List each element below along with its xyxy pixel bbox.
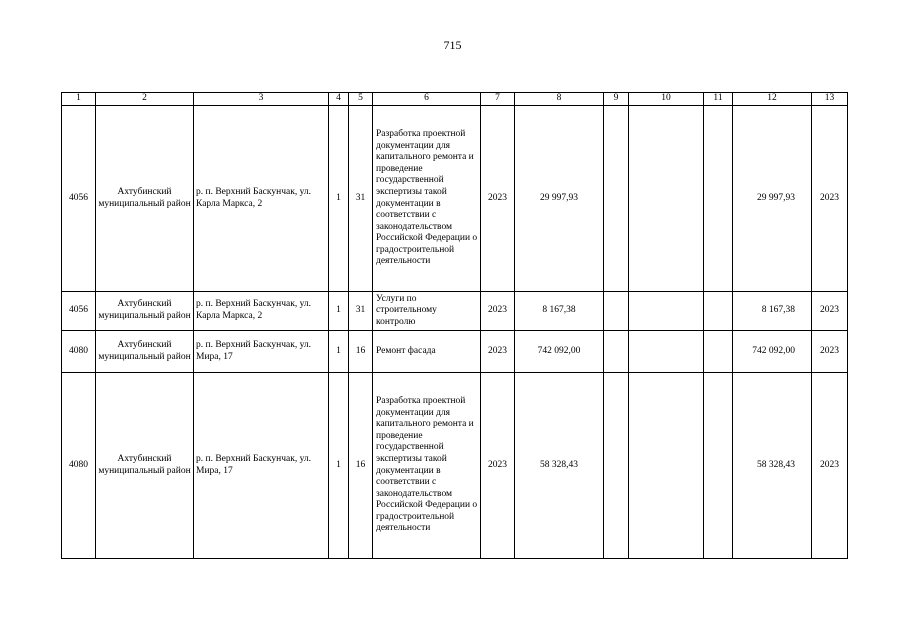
total-cost: 29 997,93 <box>515 106 604 292</box>
col-5-value: 16 <box>349 331 373 373</box>
municipality: Ахтубинский муниципальный район <box>96 292 194 331</box>
col-9-value <box>604 331 629 373</box>
funding-amount: 29 997,93 <box>733 106 812 292</box>
col-4-value: 1 <box>329 106 349 292</box>
column-number: 10 <box>629 93 704 106</box>
object-id: 4056 <box>62 292 96 331</box>
col-11-value <box>704 292 733 331</box>
completion-year: 2023 <box>812 292 848 331</box>
column-number: 1 <box>62 93 96 106</box>
column-number: 2 <box>96 93 194 106</box>
col-9-value <box>604 106 629 292</box>
work-type: Услуги по строительному контролю <box>373 292 481 331</box>
address: р. п. Верхний Баскунчак, ул. Карла Маркса, 2 <box>194 106 329 292</box>
work-type: Разработка проектной документации для капитального ремонта и проведение государственной экспертизы такой документации в соответствии с законодательством Российской Федерации о градостроительной деятельности <box>373 373 481 559</box>
column-number: 3 <box>194 93 329 106</box>
column-number: 9 <box>604 93 629 106</box>
table-row <box>62 292 848 331</box>
object-id: 4080 <box>62 331 96 373</box>
col-4-value: 1 <box>329 292 349 331</box>
completion-year: 2023 <box>812 331 848 373</box>
total-cost: 8 167,38 <box>515 292 604 331</box>
column-number: 12 <box>733 93 812 106</box>
column-number: 8 <box>515 93 604 106</box>
year: 2023 <box>481 331 515 373</box>
address: р. п. Верхний Баскунчак, ул. Карла Маркса, 2 <box>194 292 329 331</box>
object-id: 4080 <box>62 373 96 559</box>
work-type: Разработка проектной документации для капитального ремонта и проведение государственной экспертизы такой документации в соответствии с законодательством Российской Федерации о градостроительной деятельности <box>373 106 481 292</box>
column-number: 5 <box>349 93 373 106</box>
col-11-value <box>704 106 733 292</box>
total-cost: 742 092,00 <box>515 331 604 373</box>
address: р. п. Верхний Баскунчак, ул. Мира, 17 <box>194 331 329 373</box>
col-10-value <box>629 331 704 373</box>
col-4-value: 1 <box>329 331 349 373</box>
table-row <box>62 373 848 559</box>
col-5-value: 16 <box>349 373 373 559</box>
col-5-value: 31 <box>349 292 373 331</box>
completion-year: 2023 <box>812 373 848 559</box>
year: 2023 <box>481 292 515 331</box>
col-9-value <box>604 373 629 559</box>
col-5-value: 31 <box>349 106 373 292</box>
column-number: 6 <box>373 93 481 106</box>
municipality: Ахтубинский муниципальный район <box>96 373 194 559</box>
table-row <box>62 331 848 373</box>
object-id: 4056 <box>62 106 96 292</box>
col-10-value <box>629 106 704 292</box>
work-type: Ремонт фасада <box>373 331 481 373</box>
total-cost: 58 328,43 <box>515 373 604 559</box>
column-number: 4 <box>329 93 349 106</box>
municipality: Ахтубинский муниципальный район <box>96 106 194 292</box>
municipality: Ахтубинский муниципальный район <box>96 331 194 373</box>
col-11-value <box>704 331 733 373</box>
year: 2023 <box>481 106 515 292</box>
address: р. п. Верхний Баскунчак, ул. Мира, 17 <box>194 373 329 559</box>
table-row <box>62 106 848 292</box>
column-number-row <box>62 93 848 106</box>
col-10-value <box>629 373 704 559</box>
page-number: 715 <box>443 38 462 52</box>
completion-year: 2023 <box>812 106 848 292</box>
column-number: 13 <box>812 93 848 106</box>
col-11-value <box>704 373 733 559</box>
col-4-value: 1 <box>329 373 349 559</box>
col-10-value <box>629 292 704 331</box>
funding-amount: 742 092,00 <box>733 331 812 373</box>
year: 2023 <box>481 373 515 559</box>
funding-amount: 8 167,38 <box>733 292 812 331</box>
register-table <box>61 92 848 559</box>
col-9-value <box>604 292 629 331</box>
column-number: 11 <box>704 93 733 106</box>
column-number: 7 <box>481 93 515 106</box>
funding-amount: 58 328,43 <box>733 373 812 559</box>
